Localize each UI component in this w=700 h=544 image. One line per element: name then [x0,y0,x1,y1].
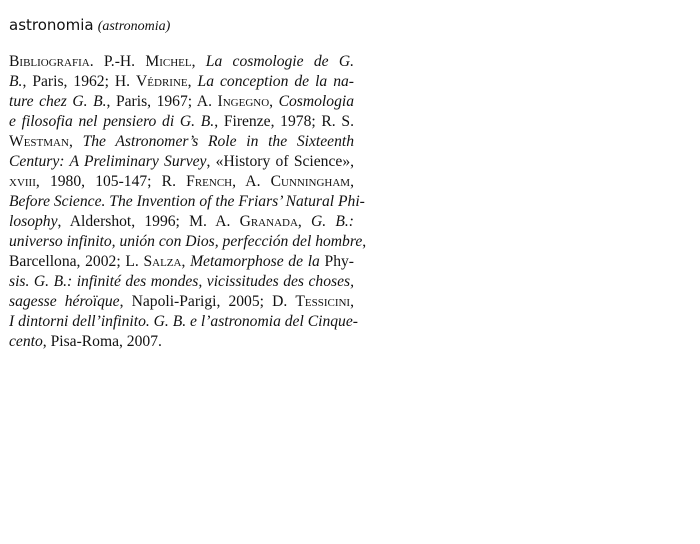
citation-text: , Napoli-Parigi, 2005; D. [119,293,296,310]
citation-text: , [68,133,83,150]
bibliography-line [9,152,354,172]
citation-text: , [350,173,354,190]
work-title: losophy [9,213,58,230]
citation-text: , [191,53,206,70]
work-title: sagesse héroïque [9,293,120,310]
entry-term: astronomia [9,16,94,34]
bibliography-line [9,192,365,212]
work-title: sis. G. B.: infinité des mondes, vicissitudes des choses, [9,273,354,290]
bibliography-line [9,252,354,272]
citation-text: , [350,293,354,310]
bibliography-line [9,92,354,112]
work-title: ture chez G. B. [9,93,107,110]
bibliography-line [9,312,358,332]
bibliography-line [9,172,354,192]
bibliography-line [9,212,354,232]
bibliography-line [9,132,354,152]
work-title: The Astronomer’s Role in the Sixteenth [82,133,354,150]
citation-text: , 1980, 105-147; R. [35,173,187,190]
citation-text: , «History of Science», [206,153,355,170]
author-name: Westman [9,133,69,150]
bibliography-line [9,112,354,132]
citation-text: , A. [232,173,271,190]
citation-text: , [269,93,279,110]
work-title: Metamorphose de la [190,253,320,270]
author-name: Granada [239,213,298,230]
citation-text: , [297,213,312,230]
bibliography-line [9,232,367,252]
bibliography-line [9,272,354,292]
entry-heading [9,15,170,37]
citation-text: , Paris, 1962; H. [22,73,137,90]
author-name: French [186,173,233,190]
author-name: Cunningham [270,173,351,190]
bibliography-line [9,52,354,72]
citation-text: , [181,253,191,270]
citation-text: Phy- [319,253,354,270]
author-name: Tessicini [295,293,351,310]
bibliography-line [9,332,354,352]
work-title: universo infinito, unión con Dios, perfección del hombre [9,233,363,250]
work-title: Cosmologia [278,93,354,110]
citation-text: Barcellona, 2002; L. [9,253,144,270]
author-name: xviii [9,173,36,190]
author-name: Ingegno [217,93,270,110]
bibliography-paragraph [9,52,367,352]
citation-text: . P.-H. [89,53,146,70]
bibliography-line [9,72,354,92]
work-title: e filosofia nel pensiero di G. B. [9,113,215,130]
work-title: Before Science. The Invention of the Friars’ Natural Phi- [9,193,365,210]
bibliography-line [9,292,354,312]
citation-text: , [362,233,367,250]
citation-text: , Firenze, 1978; R. S. [214,113,354,130]
work-title: I dintorni dell’infinito. G. B. e l’astronomia del Cinque- [9,313,358,330]
author-name: Michel [145,53,192,70]
work-title: La conception de la na- [197,73,354,90]
work-title: G. B.: [311,213,354,230]
citation-text: , Aldershot, 1996; M. A. [57,213,240,230]
citation-text: , Paris, 1967; A. [106,93,218,110]
entry-term-alt: (astronomia) [97,19,171,34]
citation-text: , [187,73,198,90]
work-title: cento [9,333,43,350]
author-name: Védrine [136,73,188,90]
work-title: Century: A Preliminary Survey [9,153,207,170]
work-title: La cosmologie de G. [205,53,354,70]
author-name: Salza [143,253,182,270]
work-title: B. [9,73,23,90]
citation-text: , Pisa-Roma, 2007. [42,333,162,350]
author-name: Bibliografia [9,53,90,70]
